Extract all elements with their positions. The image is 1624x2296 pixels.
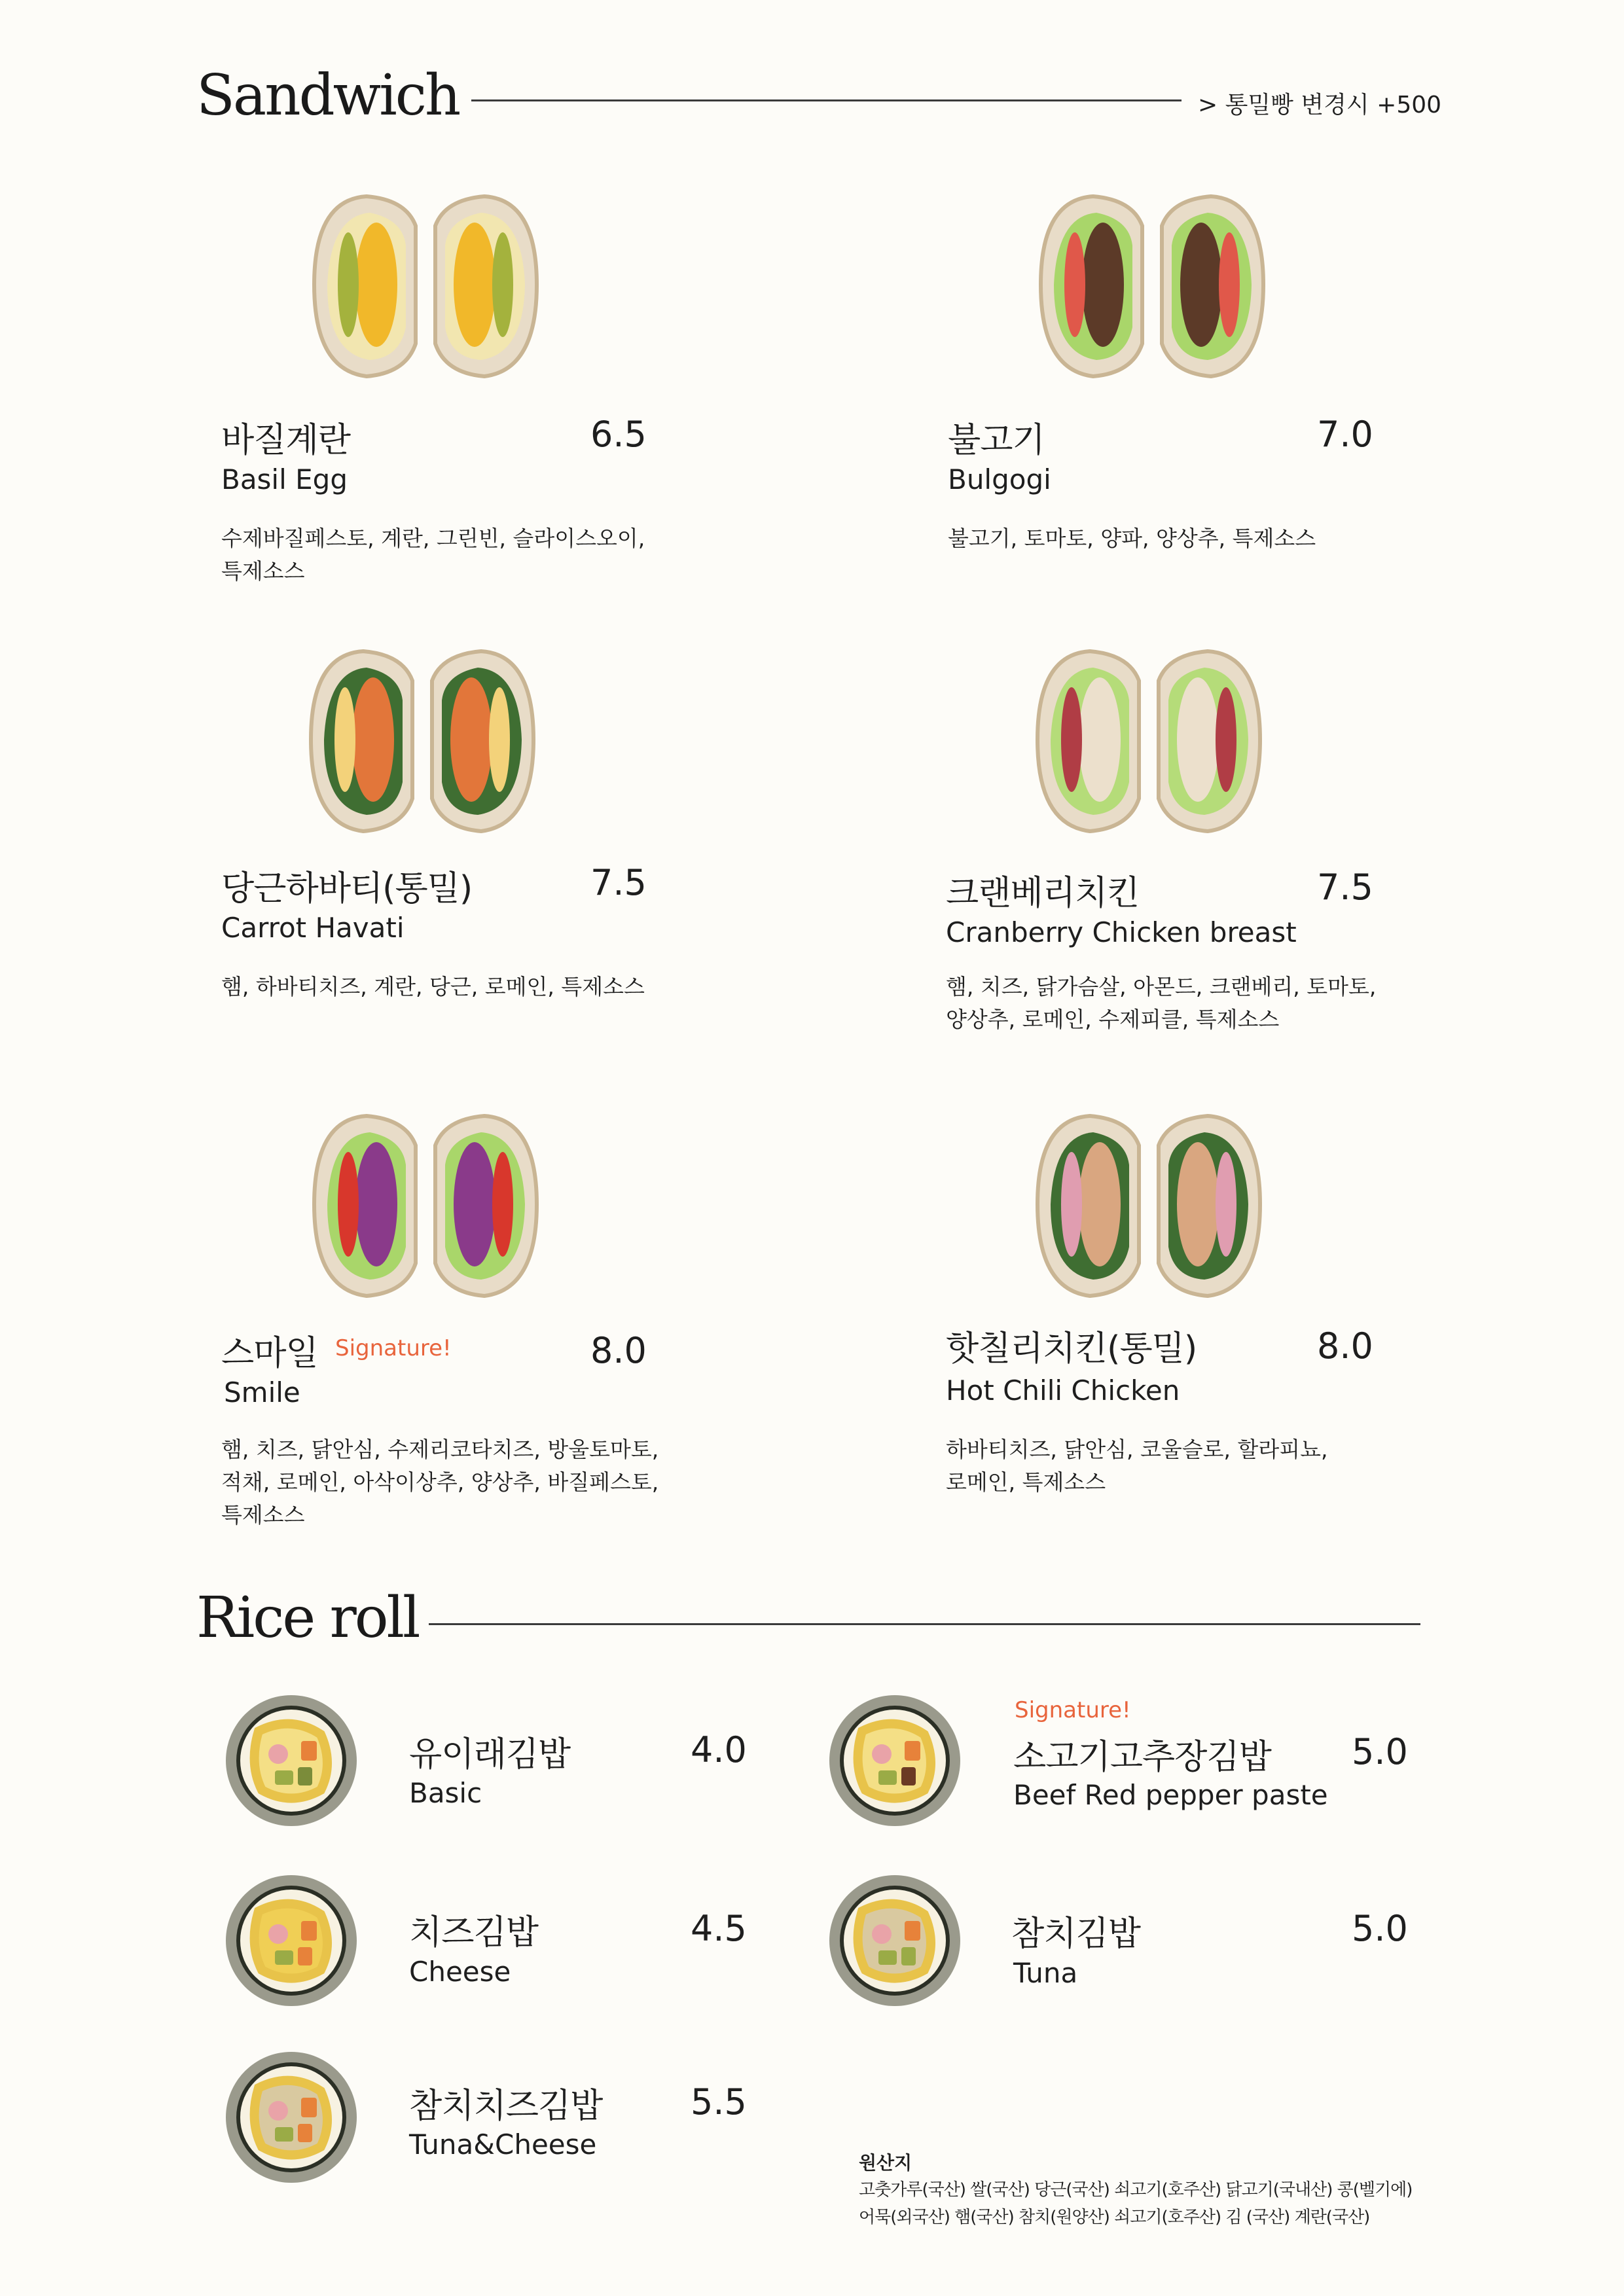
- rice-roll-divider: [429, 1623, 1420, 1625]
- item-name-ko: 참치김밥: [1011, 1914, 1140, 1954]
- item-name-en: Basic: [409, 1777, 482, 1809]
- item-name-ko: 스마일: [221, 1334, 318, 1373]
- cranberry-chicken-sandwich-image: [1031, 641, 1267, 838]
- item-name-en: Carrot Havati: [221, 912, 405, 944]
- beef-kimbap-image: [826, 1692, 964, 1829]
- item-price: 6.5: [590, 414, 647, 455]
- item-name-en: Cranberry Chicken breast: [946, 916, 1297, 948]
- carrot-havati-sandwich-image: [304, 641, 540, 838]
- item-name-en: Beef Red pepper paste: [1013, 1779, 1328, 1811]
- origin-line: 어묵(외국산) 햄(국산) 참치(원양산) 쇠고기(호주산) 김 (국산) 계란(국산): [859, 2208, 1370, 2227]
- item-desc: 로메인, 특제소스: [946, 1469, 1106, 1495]
- item-price: 5.0: [1352, 1731, 1408, 1772]
- item-price: 7.5: [590, 862, 647, 903]
- item-price: 8.0: [1317, 1325, 1373, 1367]
- signature-badge: Signature!: [1015, 1697, 1131, 1723]
- item-name-ko: 바질계란: [221, 421, 350, 460]
- item-price: 4.5: [691, 1908, 747, 1949]
- origin-line: 고춧가루(국산) 쌀(국산) 당근(국산) 쇠고기(호주산) 닭고기(국내산) 콩(벨기에): [859, 2180, 1413, 2200]
- rice-roll-title: Rice roll: [196, 1585, 419, 1651]
- item-price: 7.0: [1317, 414, 1373, 455]
- whole-wheat-note: > 통밀빵 변경시 +500: [1198, 92, 1442, 118]
- item-name-ko: 크랜베리치킨: [946, 874, 1140, 913]
- item-name-en: Tuna&Cheese: [409, 2128, 597, 2161]
- item-price: 5.0: [1352, 1908, 1408, 1949]
- item-name-en: Bulgogi: [948, 463, 1051, 495]
- tuna-cheese-kimbap-image: [223, 2049, 360, 2186]
- signature-badge: Signature!: [335, 1335, 452, 1361]
- item-name-ko: 불고기: [948, 421, 1045, 460]
- item-name-en: Tuna: [1013, 1957, 1078, 1989]
- tuna-kimbap-image: [826, 1872, 964, 2009]
- item-desc: 양상추, 로메인, 수제피클, 특제소스: [946, 1007, 1280, 1032]
- item-name-ko: 유이래김밥: [409, 1735, 571, 1774]
- origin-title: 원산지: [859, 2152, 912, 2174]
- item-desc: 특제소스: [221, 558, 305, 584]
- item-name-ko: 소고기고추장김밥: [1013, 1738, 1271, 1777]
- item-price: 8.0: [590, 1330, 647, 1371]
- item-name-en: Cheese: [409, 1956, 511, 1988]
- item-name-ko: 핫칠리치킨(통밀): [946, 1329, 1197, 1369]
- item-name-ko: 당근하바티(통밀): [221, 869, 473, 908]
- cheese-kimbap-image: [223, 1872, 360, 2009]
- item-desc: 수제바질페스토, 계란, 그린빈, 슬라이스오이,: [221, 526, 645, 551]
- item-desc: 햄, 치즈, 닭안심, 수제리코타치즈, 방울토마토,: [221, 1437, 659, 1462]
- item-price: 7.5: [1317, 867, 1373, 908]
- item-price: 5.5: [691, 2081, 747, 2123]
- item-name-ko: 참치치즈김밥: [409, 2087, 603, 2126]
- item-desc: 햄, 치즈, 닭가슴살, 아몬드, 크랜베리, 토마토,: [946, 974, 1377, 999]
- basic-kimbap-image: [223, 1692, 360, 1829]
- bulgogi-sandwich-image: [1034, 187, 1270, 383]
- hot-chili-chicken-sandwich-image: [1031, 1106, 1267, 1302]
- item-desc: 햄, 하바티치즈, 계란, 당근, 로메인, 특제소스: [221, 974, 645, 999]
- item-desc: 불고기, 토마토, 양파, 양상추, 특제소스: [948, 526, 1316, 551]
- sandwich-divider: [471, 99, 1182, 101]
- basil-egg-sandwich-image: [308, 187, 543, 383]
- item-desc: 특제소스: [221, 1502, 305, 1528]
- item-name-en: Smile: [224, 1376, 300, 1408]
- smile-sandwich-image: [308, 1106, 543, 1302]
- sandwich-title: Sandwich: [196, 63, 460, 128]
- item-desc: 적채, 로메인, 아삭이상추, 양상추, 바질페스토,: [221, 1469, 659, 1495]
- item-name-en: Hot Chili Chicken: [946, 1374, 1180, 1407]
- item-name-ko: 치즈김밥: [409, 1913, 538, 1952]
- item-desc: 하바티치즈, 닭안심, 코울슬로, 할라피뇨,: [946, 1437, 1328, 1462]
- item-name-en: Basil Egg: [221, 463, 348, 495]
- item-price: 4.0: [691, 1729, 747, 1770]
